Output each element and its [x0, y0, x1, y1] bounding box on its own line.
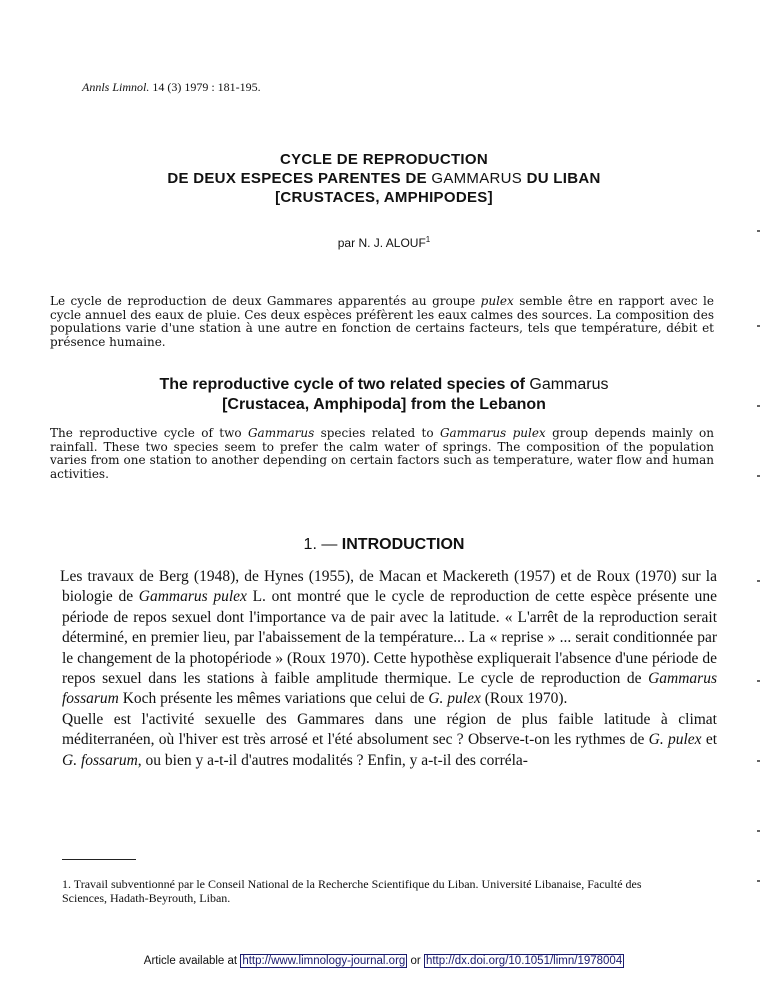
body-p2-c: , ou bien y a-t-il d'autres modalités ? Enfin, y a-t-il des corréla- [137, 751, 528, 769]
abstract-en-b: species related to [314, 426, 440, 440]
abstract-french [50, 295, 714, 349]
margin-scan-marks [750, 230, 760, 950]
abstract-en-c: group depends mainly on rainfall. These two species seem to prefer the calm water of springs. The composition of the population varies from one station to another depending on certain factors such as temperature, water flow and human activities. [50, 426, 715, 481]
section-title: INTRODUCTION [341, 536, 465, 553]
body-p1-italic-3: G. pulex [428, 690, 481, 708]
body-p1-italic-1: Gammarus pulex [138, 588, 247, 606]
scan-mark [757, 405, 760, 407]
footnote-rule [62, 859, 136, 860]
english-title-genus: Gammarus [529, 376, 609, 393]
article-title [0, 150, 768, 207]
title-line-3: [CRUSTACES, AMPHIPODES] [275, 189, 493, 206]
abstract-english [50, 427, 714, 481]
title-line-2-a: DE DEUX ESPECES PARENTES DE [167, 170, 432, 187]
body-p1-d: (Roux 1970). [480, 690, 568, 708]
body-p1-b: L. ont montré que le cycle de reproduction de cette espèce présente une période de repos sexuel dont l'importance va de pair avec la latitude. « L'arrêt de la reproduction serait déterminé, en premier lieu, par l'abaissement de la température... La « reprise » ... serait conditionnée par le changement de la photopériode » (Roux 1970). Cette hypothèse expliquerait l'absence d'une période de repos sexuel dans les stations à faible amplitude thermique. Le cycle de reproduction de [62, 588, 717, 688]
scan-mark [757, 325, 760, 327]
title-line-1: CYCLE DE REPRODUCTION [280, 151, 488, 168]
scan-mark [757, 880, 760, 882]
doi-link[interactable]: http://dx.doi.org/10.1051/limn/1978004 [425, 955, 623, 967]
title-line-2 [0, 169, 768, 188]
scan-mark [757, 230, 760, 232]
body-p2-a: Quelle est l'activité sexuelle des Gammares dans une région de plus faible latitude à climat méditerranéen, où l'hiver est très arrosé et l'été absolument sec ? Observe-t-on les rythmes de [62, 710, 717, 749]
author-line [0, 235, 768, 250]
scan-mark [757, 475, 760, 477]
title-line-2-genus: GAMMARUS [431, 170, 523, 187]
abstract-fr-b: semble être en rapport avec le cycle annuel des eaux de pluie. Ces deux espèces préfèrent les eaux calmes des sources. La composition des populations varie d'une station à une autre en fonction de certains facteurs, tels que température, débit et présence humaine. [50, 294, 714, 349]
english-title-line-2: [Crustacea, Amphipoda] from the Lebanon [222, 396, 546, 413]
english-title-line-1 [0, 375, 768, 395]
abstract-fr-a: Le cycle de reproduction de deux Gammares apparentés au groupe [50, 294, 481, 308]
english-title-line-1-a: The reproductive cycle of two related species of [159, 376, 530, 393]
section-number: 1. — [303, 536, 338, 553]
scan-mark [757, 760, 760, 762]
body-text [62, 567, 717, 771]
author-footnote-mark: 1 [425, 235, 431, 244]
body-p2-italic-2: G. fossarum [62, 751, 138, 769]
body-p2-italic-1: G. pulex [648, 731, 702, 749]
body-p1-italic-2: Gammarus fossarum [62, 670, 717, 708]
body-paragraph-1 [62, 567, 717, 710]
abstract-en-italic-1: Gammarus [247, 426, 315, 440]
english-title [0, 375, 768, 415]
journal-reference: 14 (3) 1979 : 181-195. [152, 80, 261, 94]
abstract-en-italic-2: Gammarus pulex [439, 426, 546, 440]
body-paragraph-2 [62, 710, 717, 771]
body-p2-b: et [701, 731, 718, 749]
journal-link[interactable]: http://www.limnology-journal.org [242, 955, 406, 967]
author-name: N. J. ALOUF [358, 236, 426, 250]
availability-or: or [407, 955, 424, 967]
scan-mark [757, 830, 760, 832]
scan-mark [757, 580, 760, 582]
journal-citation [82, 80, 261, 95]
abstract-fr-italic: pulex [480, 294, 514, 308]
abstract-en-a: The reproductive cycle of two [50, 426, 248, 440]
scan-mark [757, 680, 760, 682]
author-by: par [337, 236, 356, 250]
title-line-2-c: DU LIBAN [522, 170, 601, 187]
footnote: 1. Travail subventionné par le Conseil National de la Recherche Scientifique du Liban. Université Libanaise, Faculté des Sciences, Hadath-Beyrouth, Liban. [62, 877, 642, 905]
journal-name: Annls Limnol. [82, 80, 150, 94]
body-p1-a: Les travaux de Berg (1948), de Hynes (1955), de Macan et Mackereth (1957) et de Roux (1970) sur la biologie de [60, 568, 717, 606]
availability-line [0, 955, 768, 967]
section-heading [0, 536, 768, 554]
body-p1-c: Koch présente les mêmes variations que celui de [118, 690, 429, 708]
availability-prefix: Article available at [143, 955, 241, 967]
